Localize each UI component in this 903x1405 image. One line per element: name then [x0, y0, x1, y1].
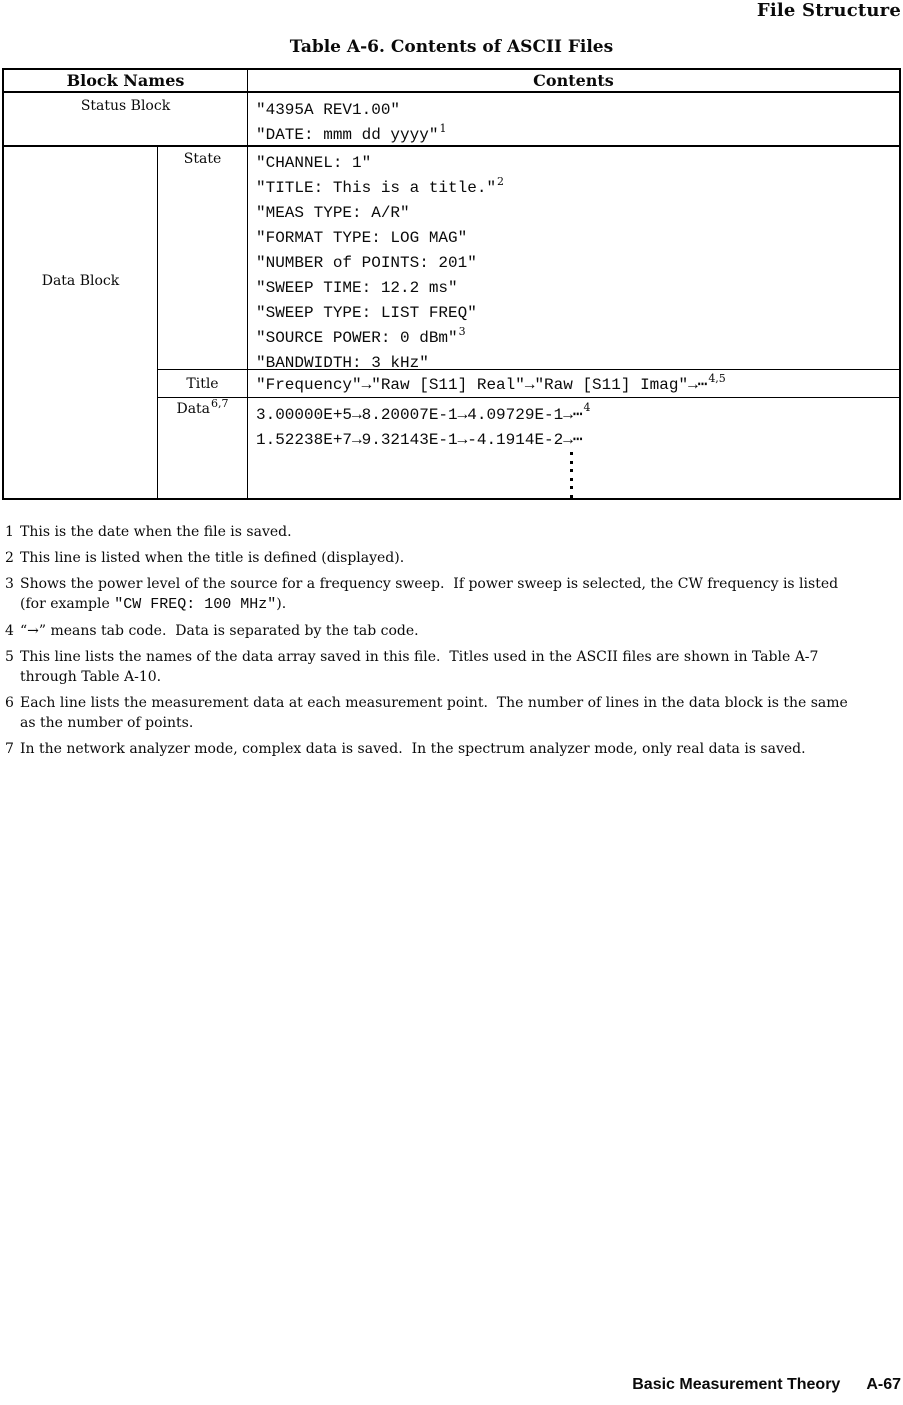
title-contents: [248, 370, 899, 398]
footnote: [5, 621, 898, 641]
footnote-text: This line lists the names of the data array saved in this file. Titles used in the ASCII files are shown in Table A-7 through Table A-10.: [20, 649, 819, 685]
footnote: [5, 739, 898, 759]
footnote-reference: 2: [497, 175, 505, 188]
content-line: "4395A REV1.00": [256, 100, 401, 119]
data-contents: [248, 401, 899, 451]
data-label: [158, 398, 247, 498]
content-line: "Frequency"→"Raw [S11] Real"→"Raw [S11] Imag"→⋯ 4,5: [256, 371, 726, 394]
footnote-reference: 4,5: [708, 371, 726, 385]
data-label-text: Data: [176, 401, 211, 417]
vertical-ellipsis: [570, 452, 899, 498]
ellipsis-dot: [570, 495, 573, 498]
footnote-text: Shows the power level of the source for a frequency sweep. If power sweep is selected, the CW frequency is listed (for example "CW FREQ: 100 MHz").: [20, 576, 839, 613]
content-line: "TITLE: This is a title." 2: [256, 175, 505, 197]
content-line: "DATE: mmm dd yyyy" 1: [256, 122, 447, 144]
footnote-number: 2: [5, 550, 14, 566]
footnote-text: Each line lists the measurement data at each measurement point. The number of lines in the data block is the same as the number of points.: [20, 695, 848, 731]
footnote-text: In the network analyzer mode, complex data is saved. In the spectrum analyzer mode, only real data is saved.: [20, 741, 806, 757]
page-footer: [632, 1376, 901, 1394]
footer-page-number: A-67: [866, 1376, 901, 1393]
content-line: "MEAS TYPE: A/R": [256, 203, 410, 222]
content-line: "CHANNEL: 1": [256, 153, 372, 172]
footnote-reference: 4: [583, 401, 591, 414]
footnote-text: This is the date when the file is saved.: [20, 524, 292, 540]
footnote: [5, 693, 898, 733]
footnote-number: 3: [5, 576, 14, 592]
footnote-number: 4: [5, 623, 14, 639]
footnote-number: 7: [5, 741, 14, 757]
data-block-label: Data Block: [4, 147, 158, 498]
ellipsis-dot: [570, 486, 573, 489]
ascii-files-table: [2, 68, 901, 500]
footnote: [5, 574, 898, 615]
state-label: State: [158, 147, 247, 370]
ellipsis-dot: [570, 478, 573, 481]
content-line: "SWEEP TIME: 12.2 ms": [256, 278, 458, 297]
footnote: [5, 522, 898, 542]
data-row-cell: [247, 398, 899, 498]
footnote-number: 5: [5, 649, 14, 665]
content-line: 3.00000E+5→8.20007E-1→4.09729E-1→⋯ 4: [256, 401, 591, 424]
column-header-contents: Contents: [247, 70, 899, 93]
footnote: [5, 548, 898, 568]
content-line: "NUMBER of POINTS: 201": [256, 253, 477, 272]
page-header: File Structure: [756, 0, 901, 21]
footnote-text: “→” means tab code. Data is separated by the tab code.: [20, 623, 419, 639]
content-line: "SOURCE POWER: 0 dBm" 3: [256, 325, 466, 347]
ellipsis-dot: [570, 461, 573, 464]
state-contents: [248, 150, 899, 370]
column-header-block-names: Block Names: [4, 70, 247, 93]
content-line: 1.52238E+7→9.32143E-1→-4.1914E-2→⋯: [256, 430, 583, 449]
data-label-superscript: 6,7: [211, 398, 229, 410]
title-row-cell: [247, 370, 899, 398]
state-row-cell: [247, 147, 899, 370]
footnotes: [5, 522, 898, 765]
footnote: [5, 647, 898, 687]
footnote-reference: 3: [458, 325, 466, 338]
title-label: Title: [158, 370, 247, 398]
ellipsis-dot: [570, 469, 573, 472]
ellipsis-dot: [570, 452, 573, 455]
status-block-cell: [247, 93, 899, 147]
content-line: "BANDWIDTH: 3 kHz": [256, 353, 429, 370]
footer-section-title: Basic Measurement Theory: [632, 1376, 841, 1393]
footnote-reference: 1: [439, 122, 447, 135]
footnote-number: 1: [5, 524, 14, 540]
status-block-label: Status Block: [4, 93, 247, 147]
content-line: "FORMAT TYPE: LOG MAG": [256, 228, 468, 247]
status-block-contents: [248, 97, 899, 147]
footnote-number: 6: [5, 695, 14, 711]
table-title: Table A-6. Contents of ASCII Files: [289, 37, 614, 57]
footnote-text: This line is listed when the title is defined (displayed).: [20, 550, 405, 566]
content-line: "SWEEP TYPE: LIST FREQ": [256, 303, 477, 322]
